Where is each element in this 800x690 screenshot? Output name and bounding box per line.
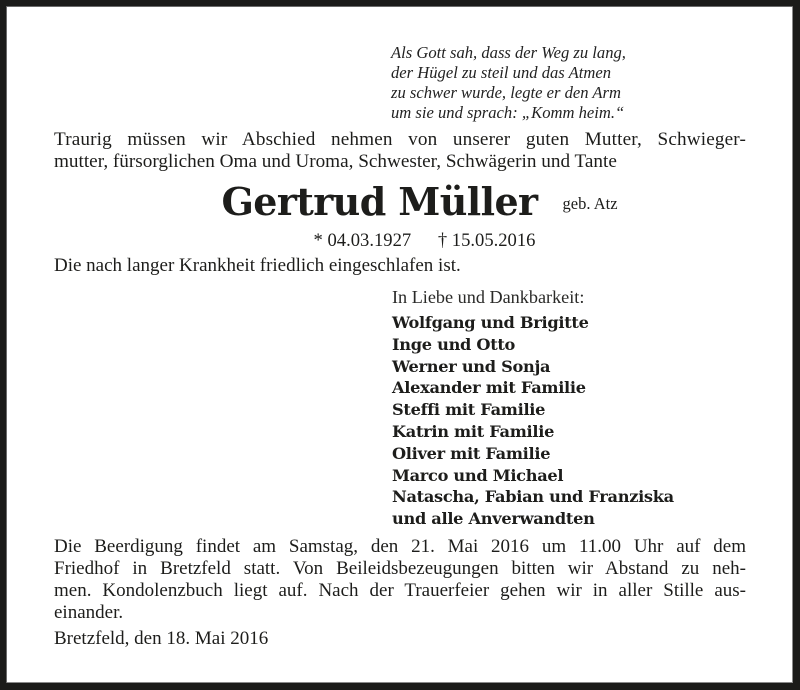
mourner-entry: Oliver mit Familie	[392, 443, 551, 463]
deceased-name-row	[6, 178, 793, 226]
intro-line: mutter, fürsorglichen Oma und Uroma, Schwester, Schwägerin und Tante	[54, 151, 617, 172]
obituary-card	[6, 6, 793, 683]
birth-name: geb. Atz	[562, 194, 618, 213]
poem-line: zu schwer wurde, legte er den Arm	[391, 83, 621, 102]
mourner-entry: und alle Anverwandten	[392, 509, 595, 529]
place-and-date: Bretzfeld, den 18. Mai 2016	[54, 628, 269, 649]
mourner-entry: Katrin mit Familie	[392, 421, 555, 441]
mourner-entry: Inge und Otto	[392, 334, 516, 354]
poem-quote	[391, 43, 626, 123]
life-dates	[6, 230, 793, 252]
birth-date: * 04.03.1927	[313, 230, 412, 251]
funeral-line: Friedhof in Bretzfeld statt. Von Beileidsbezeugungen bitten wir Abstand zu neh-	[54, 558, 746, 579]
intro-line: Traurig müssen wir Abschied nehmen von unserer guten Mutter, Schwieger-	[54, 129, 746, 150]
mourners-list	[392, 312, 674, 530]
poem-line: Als Gott sah, dass der Weg zu lang,	[391, 43, 626, 62]
intro-text	[54, 129, 746, 173]
funeral-line: einander.	[54, 602, 124, 623]
mourner-entry: Alexander mit Familie	[392, 378, 586, 398]
mourner-entry: Wolfgang und Brigitte	[392, 313, 589, 332]
mourner-entry: Natascha, Fabian und Franziska	[392, 487, 674, 507]
mourner-entry: Werner und Sonja	[392, 356, 551, 376]
death-date: † 15.05.2016	[437, 230, 536, 251]
funeral-line: Die Beerdigung findet am Samstag, den 21. Mai 2016 um 11.00 Uhr auf dem	[54, 536, 746, 557]
funeral-notice	[54, 536, 746, 624]
funeral-line: men. Kondolenzbuch liegt auf. Nach der Trauerfeier gehen wir in aller Stille aus-	[54, 580, 746, 601]
mourner-entry: Marco und Michael	[392, 465, 564, 485]
deceased-name: Gertrud Müller	[221, 179, 538, 224]
mourners-heading: In Liebe und Dankbarkeit:	[392, 287, 585, 307]
passed-text: Die nach langer Krankheit friedlich eingeschlafen ist.	[54, 255, 461, 276]
mourner-entry: Steffi mit Familie	[392, 400, 546, 420]
poem-line: der Hügel zu steil und das Atmen	[391, 63, 612, 82]
poem-line: um sie und sprach: „Komm heim.“	[391, 103, 625, 122]
